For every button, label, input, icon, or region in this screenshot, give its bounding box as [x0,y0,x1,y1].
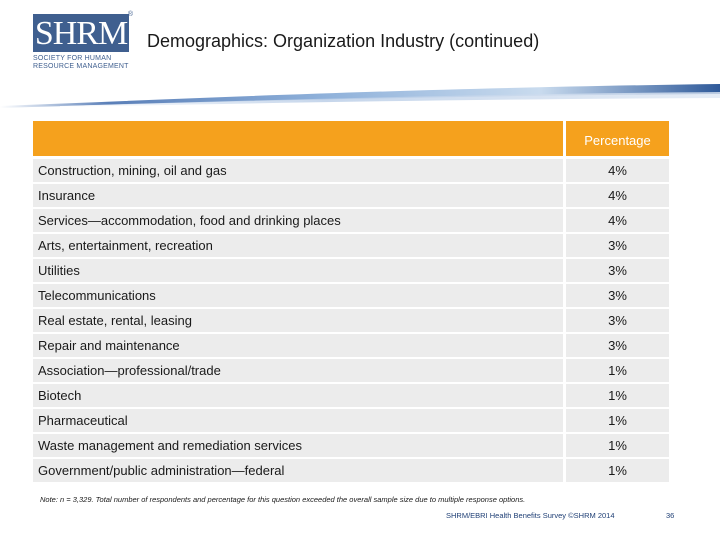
sample-note: Note: n = 3,329. Total number of respondents and percentage for this question exceeded the overall sample size due to multiple response options. [40,495,526,504]
industry-label: Arts, entertainment, recreation [33,234,566,259]
table-row [33,234,669,259]
column-header-item [33,121,566,159]
percentage-value: 3% [566,334,669,359]
table-header-row [33,121,669,159]
percentage-value: 1% [566,409,669,434]
registered-mark: ® [127,11,133,18]
industry-label: Biotech [33,384,566,409]
percentage-value: 3% [566,234,669,259]
industry-label: Pharmaceutical [33,409,566,434]
percentage-value: 1% [566,359,669,384]
percentage-value: 4% [566,209,669,234]
column-header-percentage: Percentage [566,121,669,159]
page-number: 36 [666,511,675,520]
industry-label: Insurance [33,184,566,209]
table-row [33,184,669,209]
slide-title: Demographics: Organization Industry (continued) [147,31,540,51]
industry-label: Association—professional/trade [33,359,566,384]
industry-table [33,121,669,484]
footer-source: SHRM/EBRI Health Benefits Survey ©SHRM 2014 [446,511,615,520]
logo-subtitle: SOCIETY FOR HUMAN RESOURCE MANAGEMENT [33,55,129,70]
percentage-value: 4% [566,159,669,184]
table-row [33,159,669,184]
table-row [33,284,669,309]
table-row [33,434,669,459]
percentage-value: 3% [566,259,669,284]
industry-label: Government/public administration—federal [33,459,566,484]
table-row [33,359,669,384]
percentage-value: 1% [566,459,669,484]
percentage-value: 1% [566,434,669,459]
shrm-logo [31,12,131,74]
table-row [33,384,669,409]
table-row [33,459,669,484]
table-row [33,209,669,234]
industry-label: Construction, mining, oil and gas [33,159,566,184]
table-row [33,309,669,334]
industry-label: Services—accommodation, food and drinking places [33,209,566,234]
industry-label: Repair and maintenance [33,334,566,359]
percentage-value: 4% [566,184,669,209]
table-row [33,334,669,359]
industry-label: Telecommunications [33,284,566,309]
table-row [33,259,669,284]
header-swoosh-decoration [0,80,720,110]
table-row [33,409,669,434]
table-body [33,159,669,484]
industry-label: Real estate, rental, leasing [33,309,566,334]
logo-wordmark: SHRM [34,15,128,52]
percentage-value: 1% [566,384,669,409]
percentage-value: 3% [566,309,669,334]
percentage-value: 3% [566,284,669,309]
industry-label: Utilities [33,259,566,284]
industry-label: Waste management and remediation services [33,434,566,459]
